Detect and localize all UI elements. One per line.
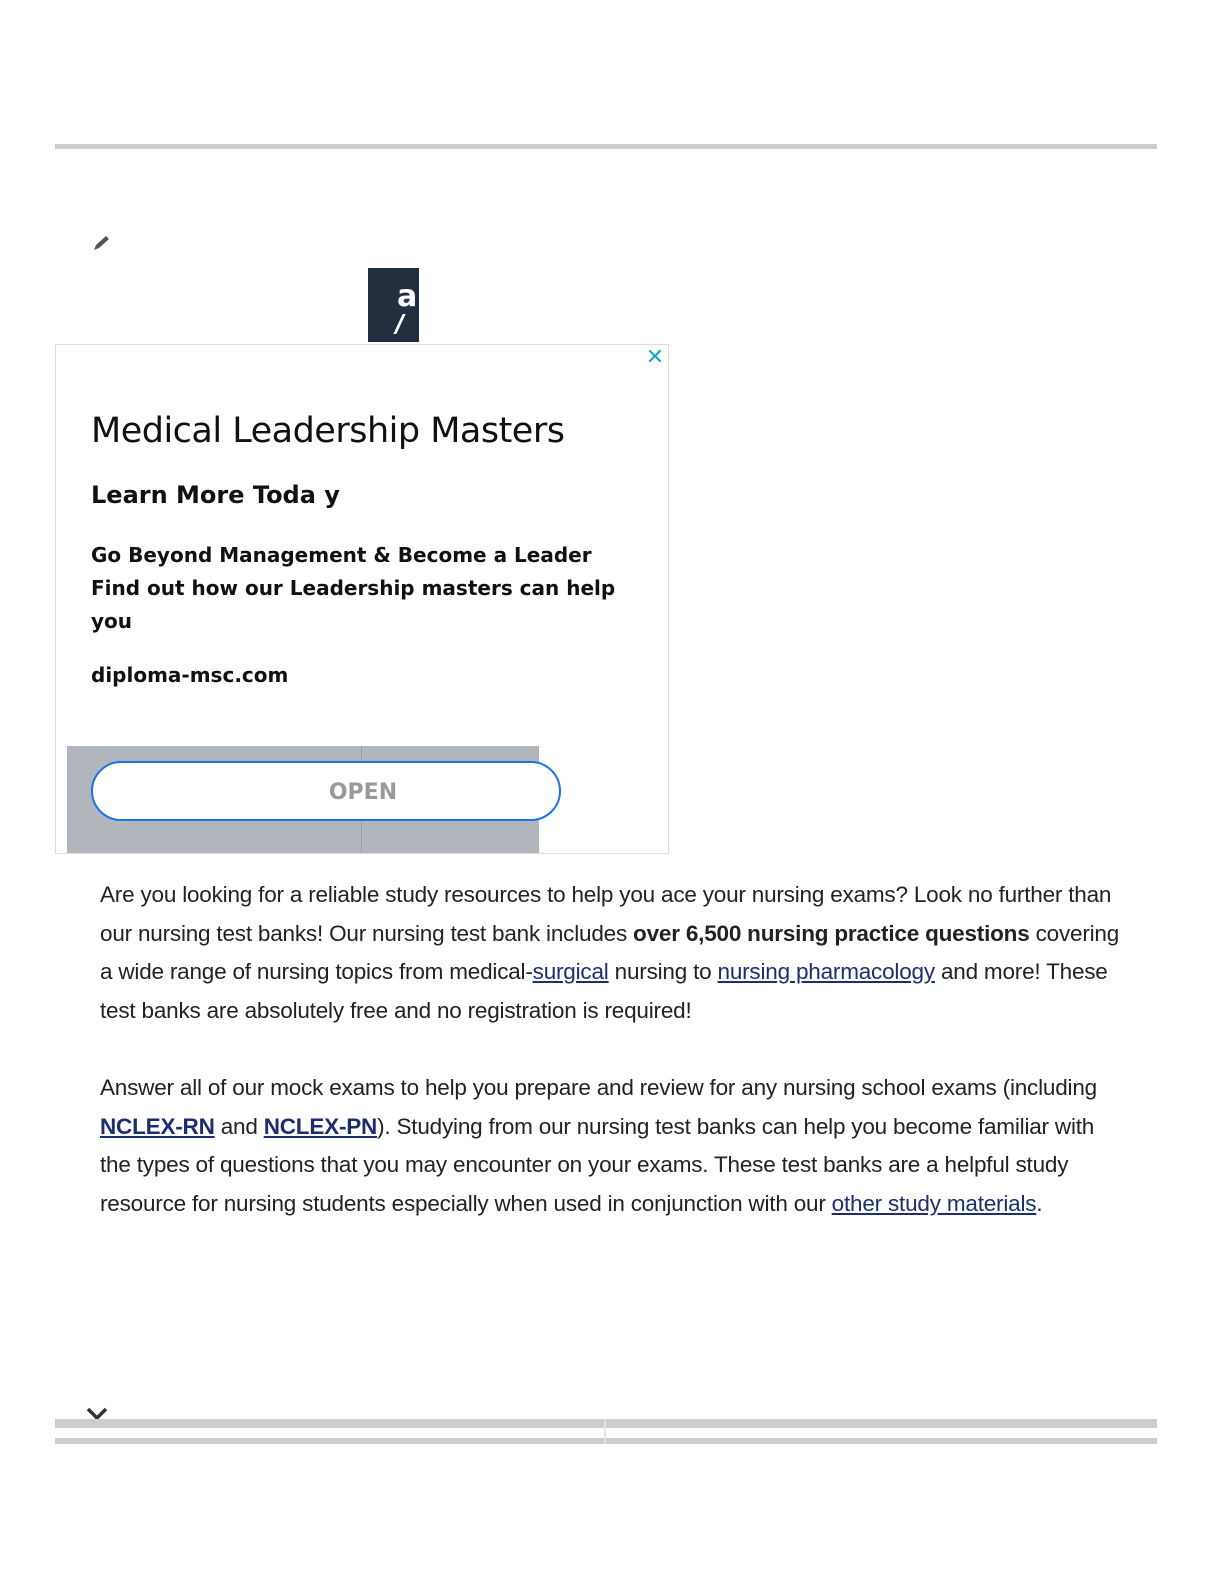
pencil-icon[interactable]: [92, 234, 114, 252]
ad-domain[interactable]: diploma-msc.com: [91, 663, 289, 687]
ad-subhead[interactable]: Learn More Toda y: [91, 481, 340, 509]
bottom-divider-lower: [55, 1438, 1157, 1444]
link-nursing-pharmacology[interactable]: nursing pharmacology: [717, 959, 935, 985]
ad-headline[interactable]: Medical Leadership Masters: [91, 411, 565, 451]
article-paragraph-2: [100, 1069, 1120, 1223]
ad-card[interactable]: [55, 344, 669, 854]
link-other-study-materials[interactable]: other study materials: [831, 1190, 1037, 1216]
link-nclex-rn[interactable]: NCLEX-RN: [100, 1113, 215, 1139]
p1-highlight: over 6,500 nursing practice questions: [633, 920, 1030, 946]
ad-body[interactable]: [91, 539, 791, 638]
p2-text-4: .: [1036, 1190, 1043, 1216]
ad-logo-glyph: a: [397, 279, 418, 314]
ad-cta-panel: [67, 746, 539, 853]
article-paragraph-1: [100, 876, 1120, 1030]
p2-text-1: Answer all of our mock exams to help you prepare and review for any nursing school exams (including: [100, 1074, 1097, 1100]
ad-body-clip: [91, 539, 616, 639]
p2-text-2: and: [214, 1113, 264, 1139]
article-body: [100, 876, 1120, 1223]
ad-body-line: you: [91, 609, 133, 633]
ad-logo-smile: [393, 314, 411, 334]
close-icon[interactable]: ✕: [645, 345, 665, 370]
link-nclex-pn[interactable]: NCLEX-PN: [263, 1113, 378, 1139]
ad-body-line: Go Beyond Management & Become a Leader: [91, 543, 592, 567]
bottom-divider: [55, 1419, 1157, 1428]
p1-text-2: covering a wide range of nursing topics from medical-: [100, 920, 1120, 985]
bottom-divider-split: [604, 1419, 606, 1444]
p1-text-3: nursing to: [608, 959, 718, 985]
p1-text-4: and more! These test banks are absolutely free and no registration is required!: [100, 959, 1108, 1023]
p1-text-1: Are you looking for a reliable study resources to help you ace your nursing exams? Look no further than our nursing test banks! Our nursing test bank includes: [100, 882, 1112, 946]
ad-open-button[interactable]: [91, 761, 561, 821]
ad-logo-tile[interactable]: [368, 268, 419, 342]
ad-open-label: OPEN: [328, 780, 398, 805]
link-surgical[interactable]: surgical: [532, 959, 609, 985]
top-divider: [55, 144, 1157, 149]
p2-text-3: ). Studying from our nursing test banks can help you become familiar with the types of questions that you may encounter on your exams. These test banks are a helpful study resource for nursing students especially when used in conjunction with our: [100, 1113, 1095, 1216]
ad-body-line: Find out how our Leadership masters can help: [91, 576, 616, 600]
